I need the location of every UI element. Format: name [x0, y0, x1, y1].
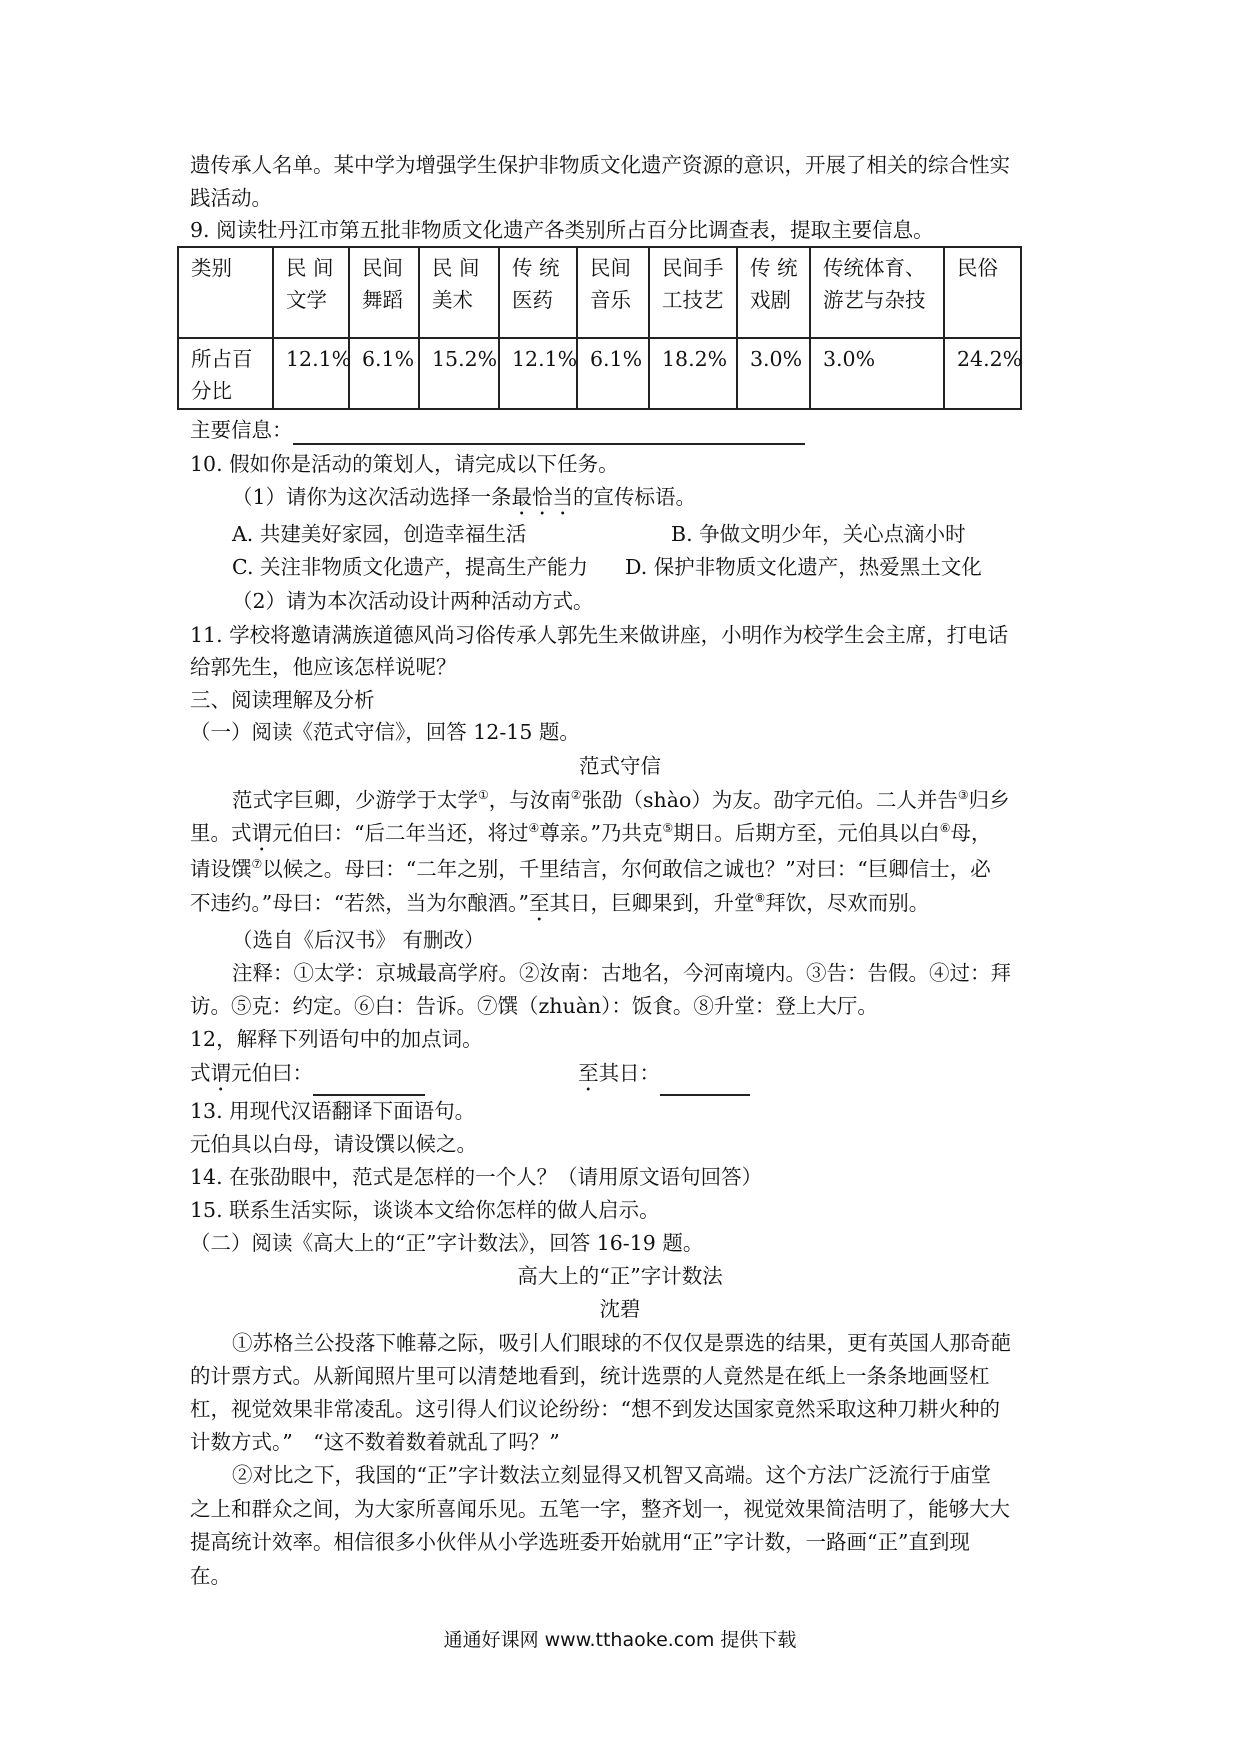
table-cell: 18.2% [649, 338, 737, 409]
table-cell: 民间 舞蹈 [349, 247, 419, 338]
option-a: A. 共建美好家园，创造幸福生活 [232, 522, 527, 546]
dotted-word-zhi: 至 [528, 891, 550, 915]
table-cell: 民 间 美术 [419, 247, 499, 338]
table-cell: 3.0% [737, 338, 810, 409]
question-12-items: 式谓元伯曰： 至其日： [190, 1058, 750, 1096]
notes-line-1: 注释：①太学：京城最高学府。②汝南：古地名，今河南境内。③告：告假。④过：拜 [232, 961, 1011, 985]
table-cell: 12.1% [499, 338, 577, 409]
para-2-line-2: 之上和群众之间，为大家所喜闻乐见。五笔一字，整齐划一，视觉效果简洁明了，能够大大 [190, 1497, 1010, 1521]
question-12: 12，解释下列语句中的加点词。 [190, 1027, 483, 1051]
table-cell: 3.0% [810, 338, 944, 409]
source-citation: （选自《后汉书》 有删改） [232, 928, 485, 952]
para-2-line-4: 在。 [190, 1564, 231, 1588]
main-info-line [190, 415, 805, 445]
answer-blank-zhi[interactable] [660, 1072, 750, 1096]
part-1-intro: （一）阅读《范式守信》，回答 12-15 题。 [190, 720, 580, 744]
question-10-2: （2）请为本次活动设计两种活动方式。 [232, 589, 594, 613]
para-1-line-2: 的计票方式。从新闻照片里可以清楚地看到，统计选票的人竟然是在纸上一条条地画竖杠 [190, 1364, 990, 1388]
option-b: B. 争做文明少年，关心点滴小时 [671, 522, 966, 546]
notes-line-2: 访。⑤克：约定。⑥白：告诉。⑦馔（zhuàn）：饭食。⑧升堂：登上大厅。 [190, 994, 878, 1018]
para-1-line-1: ①苏格兰公投落下帷幕之际，吸引人们眼球的不仅仅是票选的结果，更有英国人那奇葩 [232, 1331, 1011, 1355]
page-footer: 通通好课网 www.tthaoke.com 提供下载 [443, 1629, 797, 1651]
dotted-word-wei: 谓 [251, 821, 272, 845]
passage-1-title: 范式守信 [579, 754, 661, 778]
part-2-intro: （二）阅读《高大上的“正”字计数法》，回答 16-19 题。 [190, 1231, 704, 1255]
answer-blank-wei[interactable] [313, 1072, 425, 1096]
question-15: 15. 联系生活实际，谈谈本文给你怎样的做人启示。 [190, 1198, 660, 1222]
table-row-categories [178, 247, 1021, 338]
table-cell: 6.1% [349, 338, 419, 409]
option-d: D. 保护非物质文化遗产，热爱黑土文化 [625, 555, 982, 579]
table-cell: 传 统 医药 [499, 247, 577, 338]
question-11-line-2: 给郭先生，他应该怎样说呢？ [190, 655, 457, 679]
table-cell: 24.2% [944, 338, 1021, 409]
table-cell: 民 间 文学 [273, 247, 349, 338]
table-cell: 6.1% [577, 338, 649, 409]
passage-1-line-3: 请设馔⑦以候之。母曰：“二年之别，千里结言，尔何敢信之诚也？”对曰：“巨卿信士，必 [190, 857, 991, 881]
passage-2-author: 沈碧 [599, 1297, 641, 1321]
question-10-1: （1）请你为这次活动选择一条最恰当的宣传标语。 [232, 485, 697, 509]
table-cell: 传 统 戏剧 [737, 247, 810, 338]
table-cell: 民间手 工技艺 [649, 247, 737, 338]
table-cell: 传统体育、 游艺与杂技 [810, 247, 944, 338]
para-2-line-3: 提高统计效率。相信很多小伙伴从小学选班委开始就用“正”字计数，一路画“正”直到现 [190, 1530, 970, 1554]
passage-1-line-4: 不违约。”母曰：“若然，当为尔酿酒。”至其日，巨卿果到，升堂⑧拜饮，尽欢而别。 [190, 891, 930, 915]
table-row-percentages [178, 338, 1021, 409]
intro-line-1: 遗传承人名单。某中学为增强学生保护非物质文化遗产资源的意识，开展了相关的综合性实 [190, 153, 1010, 177]
table-header-category: 类别 [178, 247, 273, 338]
section-3-heading: 三、阅读理解及分析 [190, 688, 375, 712]
question-9: 9. 阅读牡丹江市第五批非物质文化遗产各类别所占百分比调查表，提取主要信息。 [190, 218, 934, 242]
question-13: 13. 用现代汉语翻译下面语句。 [190, 1099, 476, 1123]
main-info-blank[interactable] [293, 421, 805, 445]
table-cell: 15.2% [419, 338, 499, 409]
dotted-words: 最恰当 [511, 485, 574, 509]
para-1-line-4: 计数方式。” “这不数着数着就乱了吗？” [190, 1430, 560, 1454]
question-13-sentence: 元伯具以白母，请设馔以候之。 [190, 1132, 477, 1156]
para-2-line-1: ②对比之下，我国的“正”字计数法立刻显得又机智又高端。这个方法广泛流行于庙堂 [232, 1463, 991, 1487]
question-11-line-1: 11. 学校将邀请满族道德风尚习俗传承人郭先生来做讲座，小明作为校学生会主席，打电话 [190, 623, 1009, 647]
table-cell: 民间 音乐 [577, 247, 649, 338]
option-c: C. 关注非物质文化遗产，提高生产能力 [232, 555, 588, 579]
question-10: 10. 假如你是活动的策划人，请完成以下任务。 [190, 452, 619, 476]
passage-1-line-1: 范式字巨卿，少游学于太学①，与汝南②张劭（shào）为友。劭字元伯。二人并告③归乡 [232, 788, 1010, 812]
para-1-line-3: 杠，视觉效果非常凌乱。这引得人们议论纷纷：“想不到发达国家竟然采取这种刀耕火种的 [190, 1397, 1000, 1421]
table-cell: 民俗 [944, 247, 1021, 338]
passage-2-title: 高大上的“正”字计数法 [517, 1264, 723, 1288]
intro-line-2: 践活动。 [190, 186, 272, 210]
passage-1-line-2: 里。式谓元伯曰：“后二年当还，将过④尊亲。”乃共克⑤期日。后期方至，元伯具以白⑥母， [190, 821, 992, 845]
question-14: 14. 在张劭眼中，范式是怎样的一个人？（请用原文语句回答） [190, 1165, 763, 1189]
table-cell: 12.1% [273, 338, 349, 409]
table-header-percentage: 所占百 分比 [178, 338, 273, 409]
survey-table [177, 246, 1022, 410]
main-info-label: 主要信息： [190, 418, 293, 442]
